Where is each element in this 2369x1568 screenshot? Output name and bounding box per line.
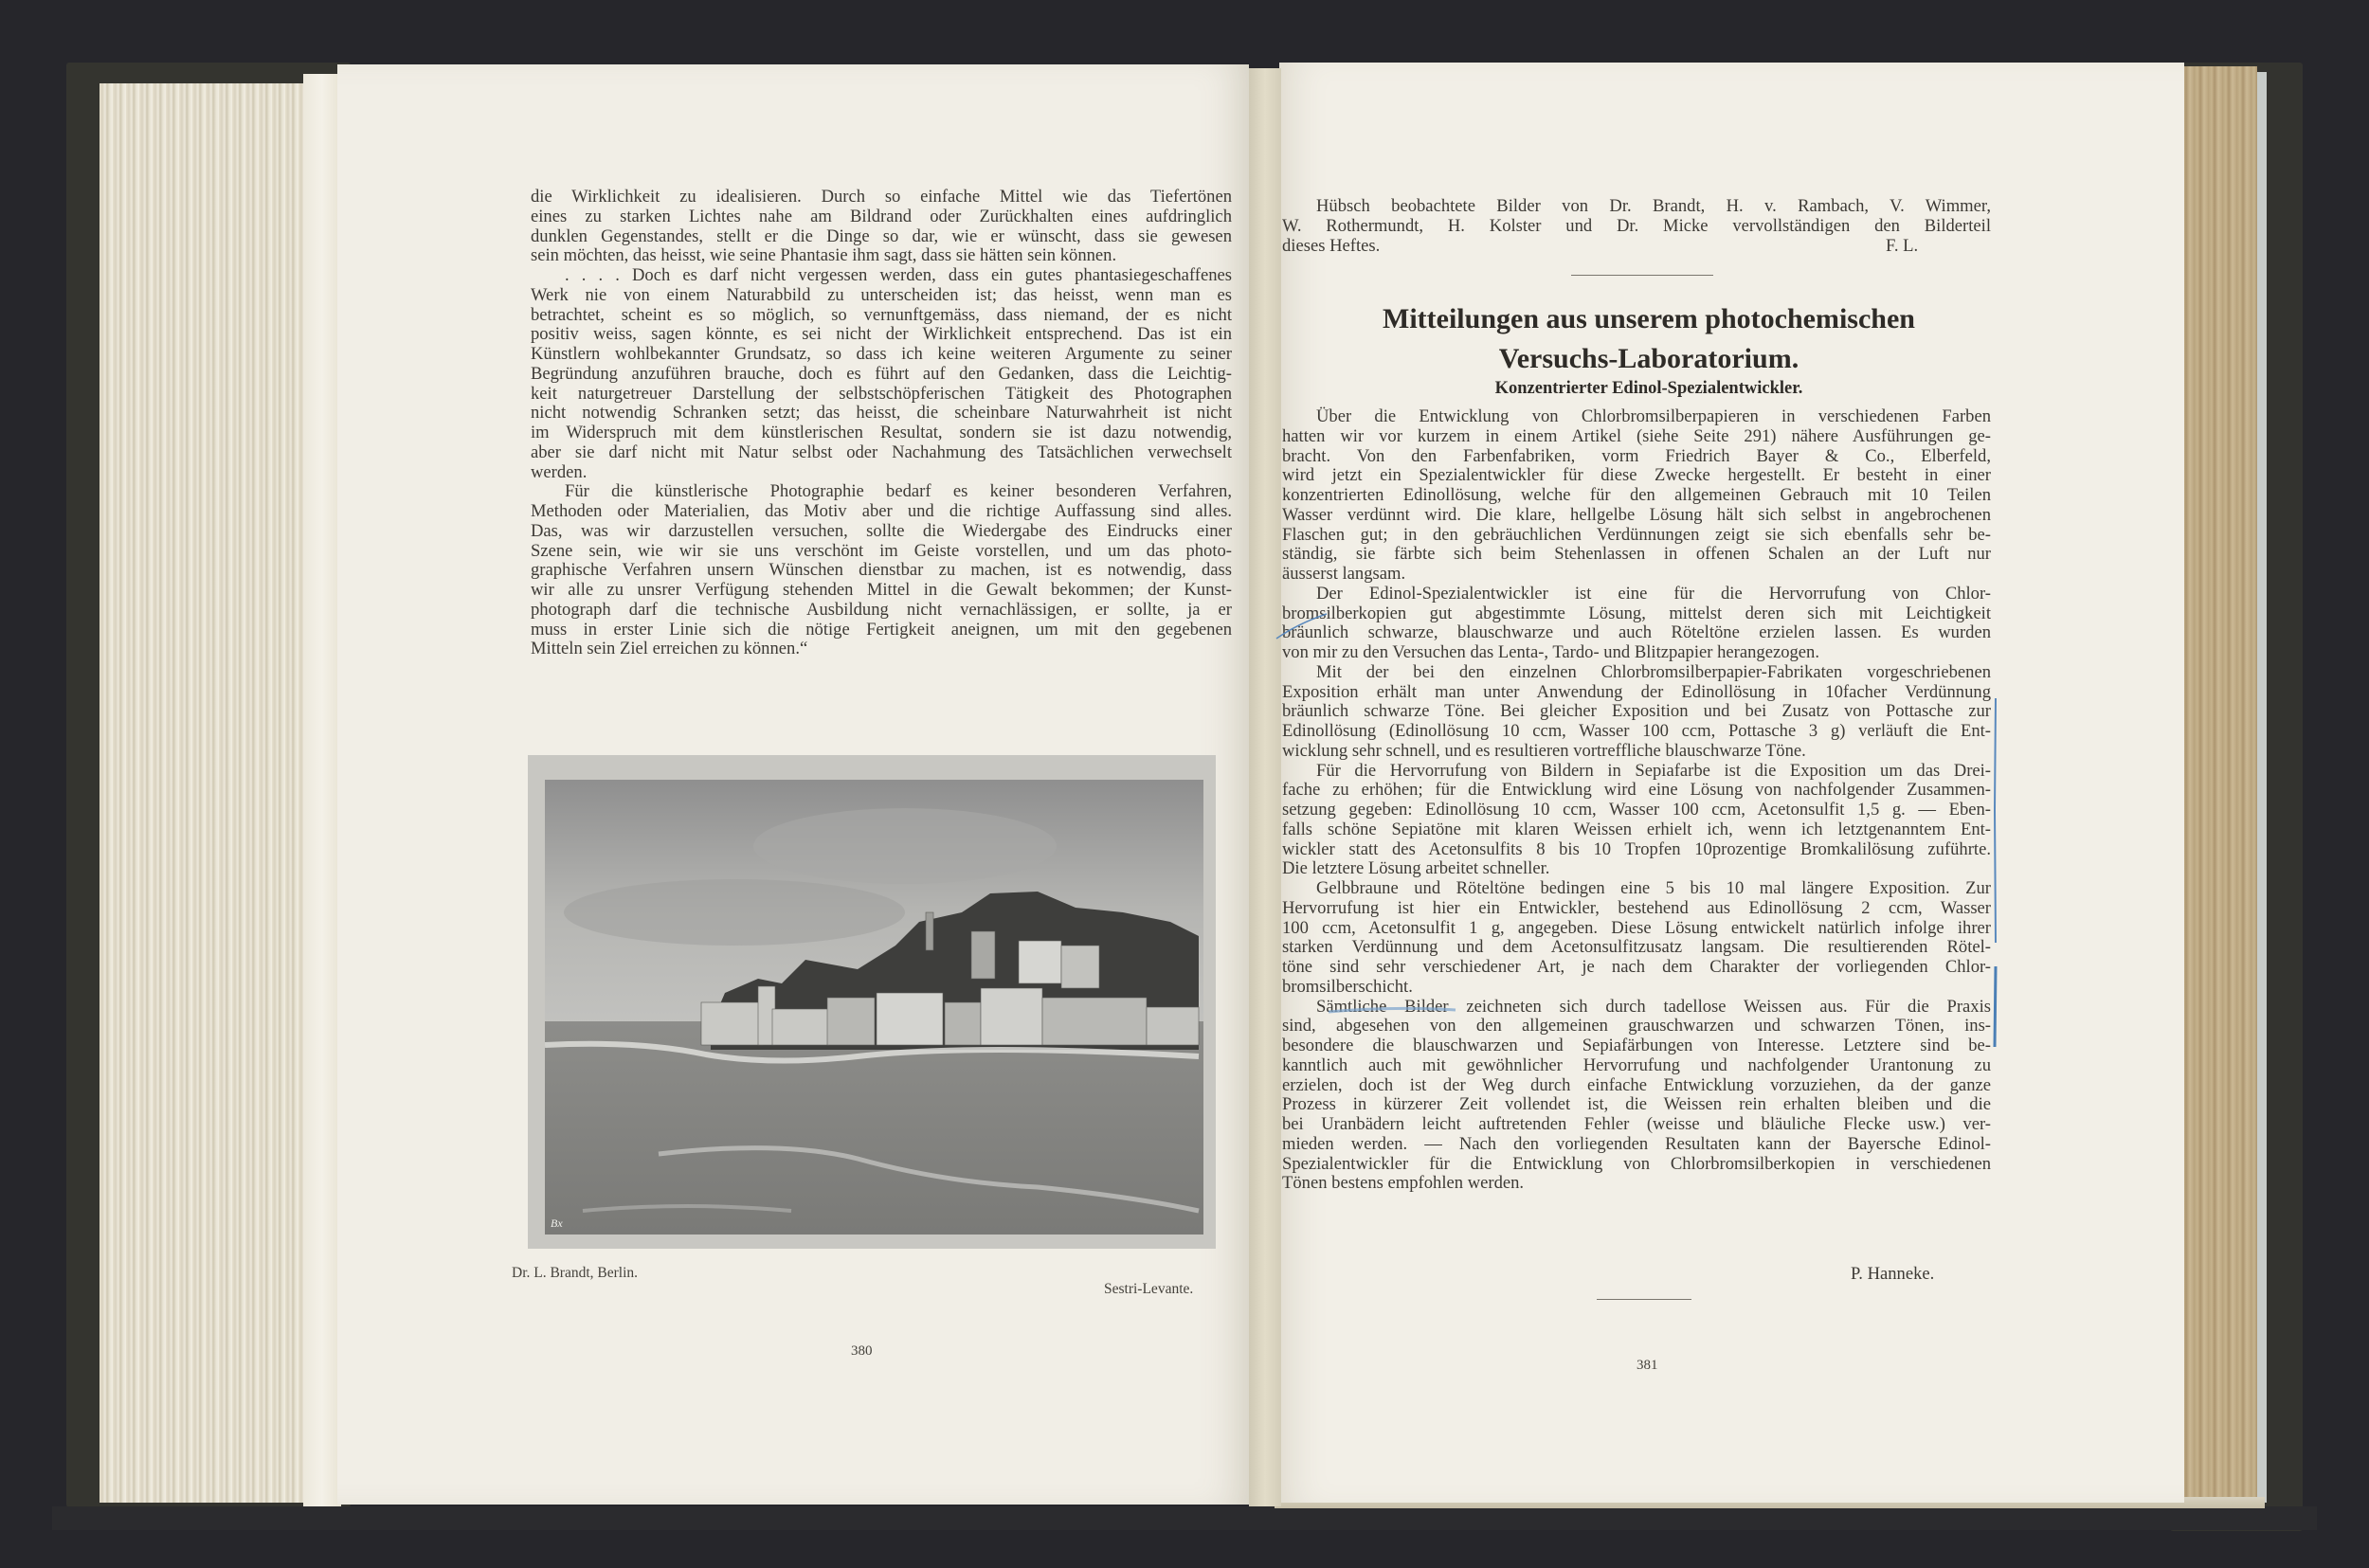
text-line: dunklen Gegenstandes, stellt er die Dinge so dar, wie er wünscht, dass sie gewesen <box>531 225 1232 246</box>
text-line: Hervorrufung ist hier ein Entwickler, bestehend aus Edinollösung 2 ccm, Wasser <box>1282 897 1991 918</box>
text-line: positiv weiss, sagen könnte, es sei nicht der Wirklichkeit entsprechend. Das ist ein <box>531 324 1232 345</box>
end-divider <box>1597 1299 1691 1300</box>
text-line: die Wirklichkeit zu idealisieren. Durch so einfache Mittel wie das Tiefertönen <box>531 187 1232 207</box>
text-line: Flaschen gut; in den gebräuchlichen Verdünnungen zeigt sie sich ebenfalls sehr be- <box>1282 524 1991 545</box>
text-line: wicklung sehr schnell, und es resultieren vortreffliche blauschwarze Töne. <box>1282 740 1806 761</box>
text-line: wird jetzt ein Spezialentwickler für diese Zwecke hergestellt. Er besteht in einer <box>1282 465 1991 486</box>
photo-caption-title: Sestri-Levante. <box>1104 1281 1194 1297</box>
text-line: bracht. Von den Farbenfabriken, vorm Friedrich Bayer & Co., Elberfeld, <box>1282 445 1991 466</box>
text-line: Hübsch beobachtete Bilder von Dr. Brandt, H. v. Rambach, V. Wimmer, <box>1316 196 1991 216</box>
text-line: Über die Entwicklung von Chlorbromsilberpapieren in verschiedenen Farben <box>1316 406 1991 426</box>
text-line: photograph darf die technische Ausbildung nicht vernachlässigen, er sollte, ja er <box>531 599 1232 620</box>
text-line: ständig, sie färbte sich beim Stehenlassen in offenen Schalen an der Luft nur <box>1282 544 1991 565</box>
pencil-mark-margin-line <box>1990 696 2001 1056</box>
page-edges-left-inner <box>303 74 341 1506</box>
text-line: Gelbbraune und Röteltöne bedingen eine 5 bis 10 mal längere Exposition. Zur <box>1316 878 1991 898</box>
text-line: erzielen, doch ist der Weg durch einfache Entwicklung vorzuziehen, da der ganze <box>1282 1074 1991 1095</box>
text-line: W. Rothermundt, H. Kolster und Dr. Micke vervollständigen den Bilderteil <box>1282 215 1991 236</box>
intro-signature: F. L. <box>1886 236 1919 256</box>
text-line: Künstlern wohlbekannter Grundsatz, so dass ich keine weiteren Argumente zu seiner <box>531 344 1232 364</box>
text-line: äusserst langsam. <box>1282 564 1406 584</box>
right-page-body <box>1282 407 1991 1194</box>
article-title <box>1308 299 1990 379</box>
text-line: Das, was wir darzustellen versuchen, sollte die Wiedergabe des Eindrucks einer <box>531 520 1232 541</box>
text-line: mieden werden. — Nach den vorliegenden Resultaten kann der Bayersche Edinol- <box>1282 1133 1991 1154</box>
text-line: bei Uranbädern leicht auftretenden Fehler (weisse und bläuliche Flecke usw.) ver- <box>1282 1114 1991 1134</box>
text-line: wir alle zu unsrer Verfügung stehenden Mittel in die Gewalt bekommen; der Kunst- <box>531 580 1232 600</box>
text-line: graphische Verfahren unsern Wünschen dienstbar zu machen, ist es notwendig, dass <box>531 560 1232 581</box>
text-line: Werk nie von einem Naturabbild zu unterscheiden ist; das heisst, wenn man es <box>531 284 1232 305</box>
text-line: nicht notwendig Schranken setzt; das heisst, die scheinbare Naturwahrheit ist nicht <box>531 403 1232 424</box>
text-line: setzung gegeben: Edinollösung 10 ccm, Wasser 100 ccm, Acetonsulfit 1,5 g. — Eben- <box>1282 800 1991 820</box>
text-line: betrachtet, scheint es so möglich, so vernunftgemäss, dass niemand, der es nicht <box>531 304 1232 325</box>
pencil-mark-stroke <box>1275 606 1331 644</box>
text-line: . . . . Doch es darf nicht vergessen werden, dass ein gutes phantasiegeschaffenes <box>565 265 1232 285</box>
photo-monogram: Bx <box>551 1217 563 1230</box>
photo-sestri-levante <box>545 780 1203 1235</box>
text-line: Mitteln sein Ziel erreichen zu können.“ <box>531 639 808 659</box>
text-line: bromsilberschicht. <box>1282 976 1413 997</box>
text-line: Spezialentwickler für die Entwicklung von Chlorbromsilberkopien in verschiedenen <box>1282 1153 1991 1174</box>
text-line: starken Verdünnung und dem Acetonsulfitzusatz langsam. Die resultierenden Rötel- <box>1282 937 1991 958</box>
text-line: sind, abgesehen von den allgemeinen grauschwarzen und schwarzen Tönen, ins- <box>1282 1016 1991 1036</box>
text-line: falls schöne Sepiatöne mit klaren Weissen erhielt ich, wenn ich letztgenanntem Ent- <box>1282 819 1991 839</box>
pencil-mark-underline <box>1327 1002 1459 1016</box>
text-line: Tönen bestens empfohlen werden. <box>1282 1173 1525 1194</box>
book-cover-bottom <box>52 1506 2317 1530</box>
right-page-number: 381 <box>1637 1358 1658 1373</box>
book-gutter <box>1249 68 1281 1506</box>
text-line: Edinollösung (Edinollösung 10 ccm, Wasser 100 ccm, Pottasche 3 g) verläuft die Ent- <box>1282 721 1991 741</box>
text-line: Prozess in kürzerer Zeit vollendet ist, die Weissen rein erhalten bleiben und die <box>1282 1094 1991 1115</box>
page-edges-left <box>99 83 327 1503</box>
text-line: Wasser verdünnt wird. Die klare, hellgelbe Lösung hält sich selbst in angebrochenen <box>1282 504 1991 525</box>
text-line: im Widerspruch mit dem künstlerischen Resultat, sondern sie ist dazu notwendig, <box>531 423 1232 442</box>
endpaper-edge-right <box>2257 72 2267 1503</box>
text-line: bromsilberkopien gut abgestimmte Lösung, mittelst deren sich mit Leichtigkeit <box>1282 603 1991 623</box>
text-line: Sämtliche Bilder zeichneten sich durch tadellose Weissen aus. Für die Praxis <box>1316 996 1991 1017</box>
text-line: dieses Heftes. <box>1282 235 1381 256</box>
article-subtitle: Konzentrierter Edinol-Spezialentwickler. <box>1494 379 1803 398</box>
text-line: Die letztere Lösung arbeitet schneller. <box>1282 858 1550 879</box>
article-title-line-2: Versuchs-Laboratorium. <box>1498 343 1799 374</box>
text-line: von mir zu den Versuchen das Lenta-, Tardo- und Blitzpapier herangezogen. <box>1282 642 1819 662</box>
photo-caption-author: Dr. L. Brandt, Berlin. <box>512 1265 639 1281</box>
text-line: fache zu erhöhen; für die Entwicklung wird eine Lösung von nachfolgender Zusammen- <box>1282 780 1991 801</box>
text-line: besondere die blauschwarzen und Sepiafärbungen von Interesse. Letztere sind be- <box>1282 1036 1991 1055</box>
text-line: Für die Hervorrufung von Bildern in Sepiafarbe ist die Exposition um das Drei- <box>1316 760 1991 781</box>
section-divider <box>1571 275 1713 276</box>
text-line: bräunlich schwarze, blauschwarze und auch Röteltöne erzielen lassen. Es wurden <box>1282 622 1991 643</box>
text-line: Begründung anzuführen brauche, doch es führt auf den Gedanken, dass die Leichtig- <box>531 363 1232 384</box>
text-line: aber sie darf nicht mit Natur selbst oder Nachahmung des Tatsächlichen verwechselt <box>531 442 1232 462</box>
article-title-line-1: Mitteilungen aus unserem photochemischen <box>1383 303 1915 334</box>
text-line: sein möchten, das heisst, wie seine Phantasie ihm sagt, dass sie hätten sein können. <box>531 245 1117 266</box>
right-page-intro <box>1282 197 1991 256</box>
text-line: Szene sein, wie wir sie uns verschönt im Geiste vorstellen, und um das photo- <box>531 540 1232 561</box>
text-line: Exposition erhält man unter Anwendung der Edinollösung in 10facher Verdünnung <box>1282 681 1991 702</box>
text-line: hatten wir vor kurzem in einem Artikel (siehe Seite 291) nähere Ausführungen ge- <box>1282 425 1991 446</box>
text-line: Mit der bei den einzelnen Chlorbromsilberpapier-Fabrikaten vorgeschriebenen <box>1316 661 1991 682</box>
article-signature: P. Hanneke. <box>1851 1264 1935 1284</box>
page-edges-right <box>2179 66 2257 1505</box>
photo-image <box>545 780 1203 1235</box>
text-line: Für die künstlerische Photographie bedarf es keiner besonderen Verfahren, <box>565 481 1232 502</box>
text-line: konzentrierten Edinollösung, welche für den allgemeinen Gebrauch mit 10 Teilen <box>1282 485 1991 505</box>
text-line: keit naturgetreuer Darstellung der selbstschöpferischen Tätigkeit des Photographen <box>531 383 1232 404</box>
text-line: bräunlich schwarze Töne. Bei gleicher Exposition und bei Zusatz von Pottasche zur <box>1282 701 1991 722</box>
text-line: wickler statt des Acetonsulfits 8 bis 10 Tropfen 10prozentige Bromkalilösung zuführte. <box>1282 838 1991 859</box>
text-line: eines zu starken Lichtes nahe am Bildrand oder Zurückhalten eines aufdringlich <box>531 206 1232 226</box>
left-page-body <box>531 188 1232 659</box>
text-line: 100 ccm, Acetonsulfit 1 g, angegeben. Diese Lösung entwickelt natürlich infolge ihrer <box>1282 917 1991 938</box>
text-line: kanntlich auch mit gewöhnlicher Hervorrufung und nachfolgender Urantonung zu <box>1282 1054 1991 1075</box>
text-line: werden. <box>531 461 588 482</box>
text-line: muss in erster Linie sich die nötige Fertigkeit aneignen, um mit den gegebenen <box>531 619 1232 640</box>
text-line: töne sind sehr verschiedener Art, je nach dem Charakter der vorliegenden Chlor- <box>1282 957 1991 977</box>
text-line: Der Edinol-Spezialentwickler ist eine für die Hervorrufung von Chlor- <box>1316 583 1991 604</box>
text-line: Methoden oder Materialien, das Motiv aber und die richtige Auffassung sind alles. <box>531 501 1232 521</box>
left-page-number: 380 <box>851 1343 873 1359</box>
